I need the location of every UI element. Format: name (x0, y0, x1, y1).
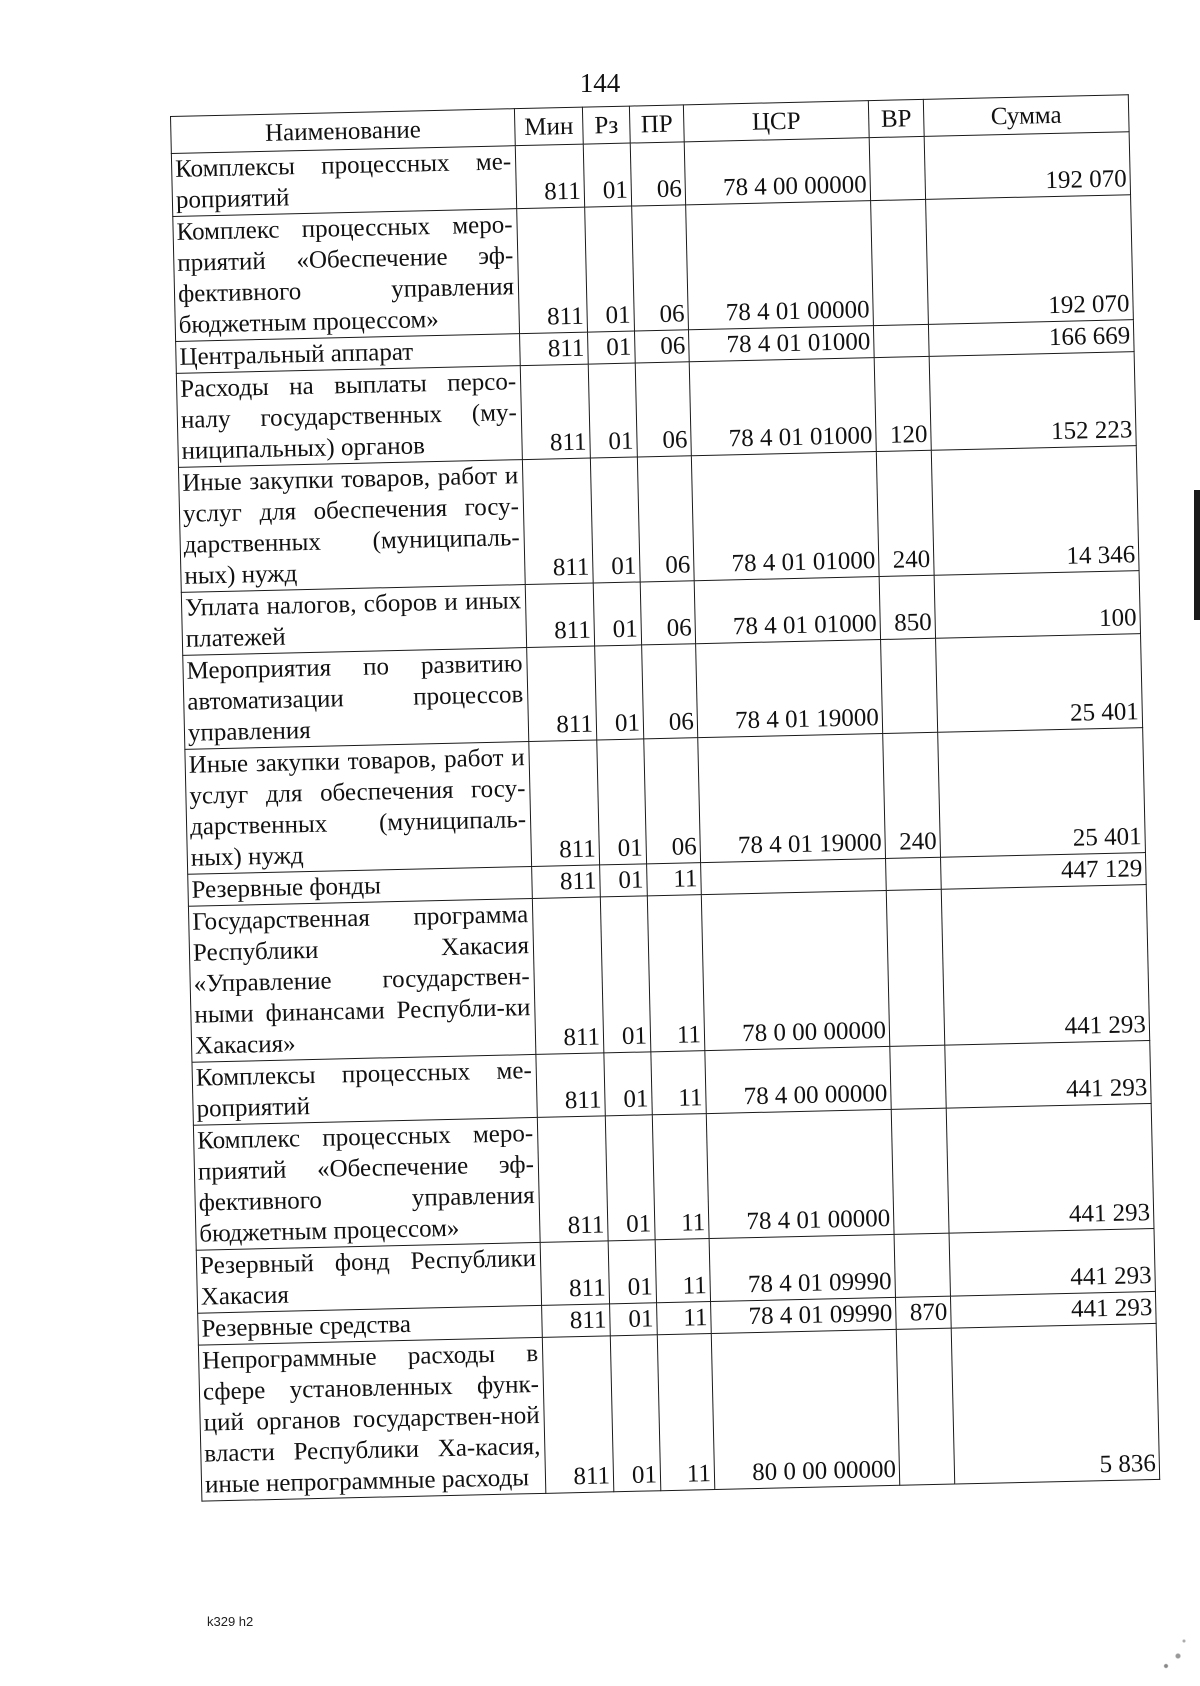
cell-vr: 120 (874, 356, 931, 451)
cell-min: 811 (520, 364, 590, 460)
cell-rz: 01 (595, 645, 644, 740)
cell-rz: 01 (610, 1335, 661, 1492)
cell-min: 811 (515, 144, 584, 209)
cell-vr (873, 324, 929, 357)
cell-min: 811 (532, 897, 604, 1055)
cell-pr: 06 (635, 362, 691, 457)
table-row (193, 1103, 1154, 1250)
cell-csr: 78 4 00 00000 (684, 138, 870, 205)
cell-min: 811 (532, 865, 601, 899)
header-min: Мин (514, 107, 583, 146)
cell-rz: 01 (605, 1115, 655, 1241)
scan-noise (1154, 1626, 1194, 1676)
cell-rz: 01 (608, 1240, 656, 1304)
cell-min: 811 (536, 1053, 605, 1118)
table-row (198, 1323, 1159, 1501)
cell-sum: 447 129 (941, 853, 1147, 890)
cell-name: Государственная программа Республики Хакасия «Управление государствен-ными финансами Республи-ки Хакасия» (188, 898, 535, 1062)
header-name: Наименование (171, 109, 516, 154)
header-pr: ПР (629, 105, 684, 143)
cell-sum: 25 401 (938, 728, 1146, 858)
cell-vr (896, 1328, 955, 1485)
cell-vr (881, 638, 938, 733)
cell-pr: 06 (637, 456, 694, 582)
cell-sum: 5 836 (951, 1323, 1159, 1484)
header-sum: Сумма (923, 95, 1129, 137)
cell-name: Резервные фонды (188, 866, 533, 906)
cell-name: Резервные средства (198, 1305, 543, 1345)
cell-name: Мероприятия по развитию автоматизации процессов управления (183, 648, 529, 750)
cell-csr: 78 4 00 00000 (705, 1046, 891, 1113)
cell-pr: 11 (647, 863, 702, 896)
cell-min: 811 (542, 1304, 611, 1338)
cell-pr: 11 (655, 1239, 710, 1303)
cell-name: Уплата налогов, сборов и иных платежей (181, 585, 526, 656)
cell-sum: 166 669 (928, 320, 1134, 357)
cell-pr: 11 (647, 895, 705, 1052)
cell-name: Комплексы процессных ме-роприятий (171, 146, 516, 217)
cell-vr (891, 1108, 949, 1234)
cell-sum: 441 293 (945, 1041, 1151, 1109)
cell-rz: 01 (610, 1303, 658, 1336)
cell-name: Резервный фонд Республики Хакасия (196, 1242, 541, 1313)
cell-rz: 01 (588, 331, 636, 364)
cell-csr (701, 858, 887, 894)
cell-csr: 78 4 01 01000 (689, 358, 876, 456)
cell-rz: 01 (588, 363, 637, 458)
header-vr: ВР (868, 99, 924, 137)
cell-rz: 01 (597, 739, 647, 865)
cell-pr: 06 (630, 142, 685, 206)
table-row (185, 728, 1146, 875)
cell-csr: 78 4 01 19000 (698, 733, 886, 862)
cell-csr: 78 4 01 09990 (711, 1297, 897, 1333)
cell-min: 811 (542, 1336, 614, 1494)
footer-code: k329 h2 (207, 1614, 254, 1629)
cell-csr: 78 4 01 09990 (709, 1234, 895, 1301)
cell-rz: 01 (593, 582, 641, 646)
cell-vr: 240 (883, 732, 941, 858)
cell-sum: 441 293 (950, 1291, 1156, 1328)
cell-sum: 192 070 (926, 195, 1134, 325)
cell-name: Комплекс процессных меро-приятий «Обеспечение эф-фективного управления бюджетным процессом» (173, 209, 520, 342)
cell-csr: 78 4 01 00000 (686, 201, 874, 330)
header-rz: Рз (582, 106, 630, 144)
cell-csr: 78 0 00 00000 (701, 890, 889, 1050)
cell-sum: 152 223 (929, 352, 1136, 451)
cell-name: Центральный аппарат (176, 334, 521, 374)
cell-name: Непрограммные расходы в сфере установленных функ-ций органов государствен-ной власти Республики Ха-касия, иные непрограммные расходы (198, 1337, 545, 1501)
cell-csr: 78 4 01 01000 (688, 326, 874, 362)
cell-vr (886, 857, 942, 890)
cell-vr: 870 (895, 1296, 951, 1329)
cell-vr (894, 1233, 950, 1297)
header-csr: ЦСР (683, 101, 869, 142)
page-number: 144 (579, 68, 621, 98)
scan-edge-mark (1194, 490, 1200, 620)
cell-min: 811 (537, 1116, 608, 1243)
cell-pr: 06 (634, 330, 689, 363)
cell-min: 811 (540, 1241, 609, 1306)
cell-min: 811 (522, 458, 593, 585)
cell-sum: 441 293 (941, 885, 1149, 1046)
cell-sum: 441 293 (949, 1228, 1155, 1296)
cell-pr: 06 (632, 205, 689, 331)
cell-pr: 06 (642, 644, 698, 739)
cell-sum: 14 346 (931, 446, 1139, 576)
budget-table-container (170, 94, 1159, 1501)
cell-pr: 06 (640, 581, 695, 645)
cell-vr: 240 (876, 450, 934, 576)
cell-rz: 01 (600, 864, 648, 897)
cell-sum: 192 070 (924, 132, 1130, 200)
cell-csr: 80 0 00 00000 (711, 1329, 899, 1489)
cell-csr: 78 4 01 00000 (706, 1109, 894, 1238)
cell-name: Иные закупки товаров, работ и услуг для обеспечения госу-дарственных (муниципаль-ных) нужд (178, 460, 525, 593)
cell-rz: 01 (583, 143, 631, 207)
cell-rz: 01 (585, 206, 635, 332)
cell-csr: 78 4 01 01000 (694, 577, 880, 644)
cell-name: Расходы на выплаты персо-налу государственных (му-ниципальных) органов (176, 366, 522, 468)
cell-sum: 100 (934, 571, 1140, 639)
table-row (178, 446, 1139, 593)
cell-csr: 78 4 01 19000 (696, 640, 883, 738)
cell-min: 811 (517, 207, 588, 334)
cell-pr: 11 (651, 1051, 706, 1115)
cell-pr: 06 (644, 738, 701, 864)
cell-pr: 11 (657, 1334, 715, 1491)
budget-table (170, 94, 1160, 1501)
cell-vr (886, 889, 945, 1046)
table-row (173, 195, 1134, 342)
cell-min: 811 (520, 332, 589, 366)
cell-sum: 25 401 (936, 634, 1143, 733)
cell-name: Иные закупки товаров, работ и услуг для обеспечения госу-дарственных (муниципаль-ных) нужд (185, 742, 532, 875)
cell-min: 811 (525, 583, 594, 648)
cell-pr: 11 (657, 1302, 712, 1335)
cell-rz: 01 (590, 457, 640, 583)
cell-name: Комплекс процессных меро-приятий «Обеспечение эф-фективного управления бюджетным процессом» (193, 1117, 540, 1250)
cell-name: Комплексы процессных ме-роприятий (192, 1054, 537, 1125)
cell-pr: 11 (652, 1114, 709, 1240)
cell-rz: 01 (604, 1052, 652, 1116)
cell-vr (871, 199, 929, 325)
cell-vr: 850 (879, 575, 935, 639)
cell-vr (869, 136, 925, 200)
cell-sum: 441 293 (946, 1103, 1154, 1233)
cell-rz: 01 (600, 896, 651, 1053)
cell-min: 811 (529, 740, 600, 867)
cell-csr: 78 4 01 01000 (691, 452, 879, 581)
cell-min: 811 (527, 646, 597, 742)
cell-vr (890, 1045, 946, 1109)
table-row (188, 885, 1149, 1063)
